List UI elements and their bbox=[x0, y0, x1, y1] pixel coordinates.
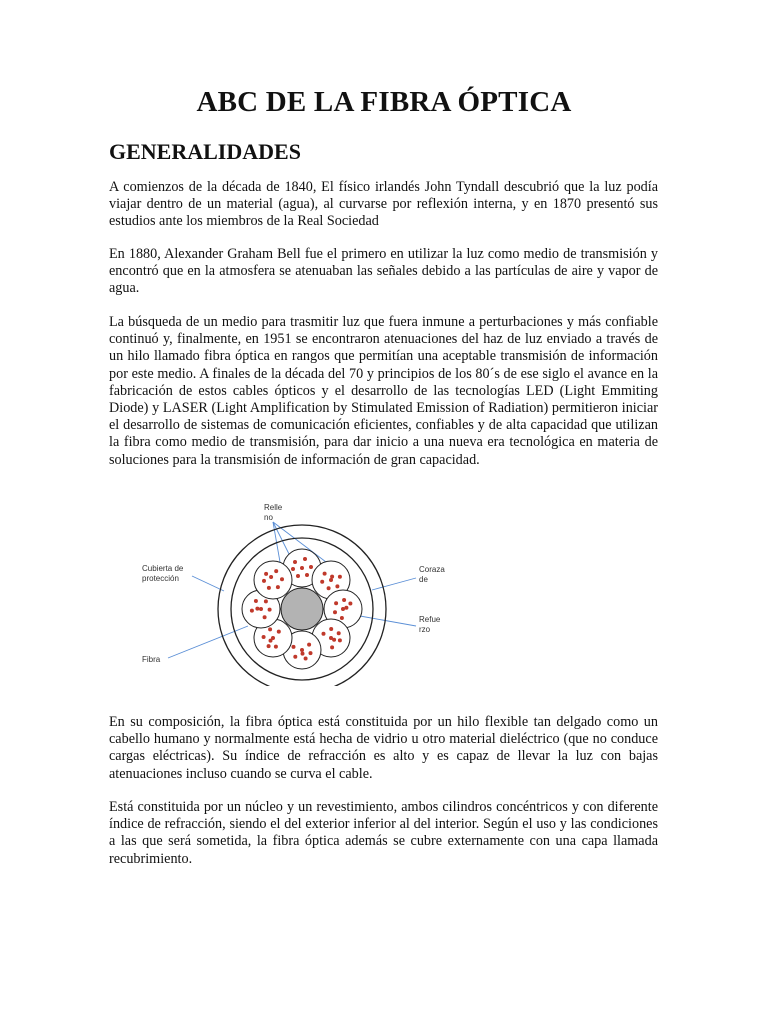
optical-fiber-dot bbox=[329, 627, 333, 631]
optical-fiber-dot bbox=[276, 585, 280, 589]
optical-fiber-dot bbox=[340, 616, 344, 620]
optical-fiber-dot bbox=[296, 574, 300, 578]
optical-fiber-dot bbox=[274, 645, 278, 649]
fiber-tube bbox=[254, 561, 292, 599]
optical-fiber-dot bbox=[269, 639, 273, 643]
optical-fiber-dot bbox=[320, 580, 324, 584]
paragraph-history: La búsqueda de un medio para trasmitir luz que fuera inmune a perturbaciones y más confiable continuó y, finalmente, en 1951 se encontraron atenuaciones del haz de luz enviado a través de un hilo llamado fibra óptica en rangos que permitían una aceptable transmisión de información por este medio. A finales de la década del 70 y principios de los 80´s de ese siglo el avance en la fabricación de estos cables ópticos y el desarrollo de las tecnologías LED (Light Emmiting Diode) y LASER (Light Amplification by Stimulated Emission of Radiation) permitieron iniciar el desarrollo de sistemas de comunicación eficientes, confiables y de alta capacidad que utilizan la fibra como medio de transmisión, para dar inicio a una nueva era tecnológica en materia de soluciones para la transmisión de información de gran capacidad. bbox=[109, 314, 658, 468]
optical-fiber-dot bbox=[330, 575, 334, 579]
optical-fiber-dot bbox=[264, 599, 268, 603]
optical-fiber-dot bbox=[341, 607, 345, 611]
label-coraza-line1: Coraza bbox=[419, 565, 445, 574]
paragraph-structure: Está constituida por un núcleo y un revestimiento, ambos cilindros concéntricos y con diferente índice de refracción, siendo el del exterior inferior al del interior. Según el uso y las condiciones a las que será sometida, la fibra óptica además se cubre externamente con una capa llamada recubrimiento. bbox=[109, 799, 658, 867]
document-title: ABC DE LA FIBRA ÓPTICA bbox=[196, 86, 572, 118]
optical-fiber-dot bbox=[259, 607, 263, 611]
optical-fiber-dot bbox=[344, 606, 348, 610]
optical-fiber-dot bbox=[300, 566, 304, 570]
optical-fiber-dot bbox=[327, 586, 331, 590]
fiber-cable-cross-section-diagram bbox=[130, 496, 530, 686]
label-relleno: Relle bbox=[264, 503, 283, 512]
optical-fiber-dot bbox=[274, 569, 278, 573]
optical-fiber-dot bbox=[335, 584, 339, 588]
optical-fiber-dot bbox=[267, 586, 271, 590]
label-coraza-line2: de bbox=[419, 575, 428, 584]
leader-line bbox=[372, 578, 416, 590]
label-relleno-cut: no bbox=[264, 513, 273, 522]
optical-fiber-dot bbox=[330, 645, 334, 649]
optical-fiber-dot bbox=[262, 579, 266, 583]
optical-fiber-dot bbox=[337, 631, 341, 635]
paragraph-composition: En su composición, la fibra óptica está constituida por un hilo flexible tan delgado como un cabello humano y normalmente está hecha de vidrio u otro material dieléctrico (que no conduce cargas eléctricas). Su índice de refracción es alto y es capaz de llevar la luz con bajas atenuaciones incluso cuando se curva el cable. bbox=[109, 714, 658, 782]
optical-fiber-dot bbox=[332, 638, 336, 642]
optical-fiber-dot bbox=[262, 635, 266, 639]
optical-fiber-dot bbox=[293, 560, 297, 564]
section-heading: GENERALIDADES bbox=[109, 139, 301, 164]
optical-fiber-dot bbox=[333, 610, 337, 614]
optical-fiber-dot bbox=[277, 630, 281, 634]
optical-fiber-dot bbox=[323, 572, 327, 576]
optical-fiber-dot bbox=[268, 608, 272, 612]
paragraph-bell: En 1880, Alexander Graham Bell fue el primero en utilizar la luz como medio de transmisión y encontró que en la atmosfera se atenuaban las señales debido a las partículas de aire y vapor de agua. bbox=[109, 246, 658, 297]
optical-fiber-dot bbox=[338, 575, 342, 579]
optical-fiber-dot bbox=[334, 601, 338, 605]
optical-fiber-dot bbox=[342, 598, 346, 602]
optical-fiber-dot bbox=[264, 572, 268, 576]
optical-fiber-dot bbox=[291, 567, 295, 571]
optical-fiber-dot bbox=[305, 573, 309, 577]
label-cubierta-line2: protección bbox=[142, 574, 179, 583]
optical-fiber-dot bbox=[255, 607, 259, 611]
optical-fiber-dot bbox=[322, 632, 326, 636]
label-refuerzo: Refue bbox=[419, 615, 441, 624]
optical-fiber-dot bbox=[348, 602, 352, 606]
optical-fiber-dot bbox=[307, 643, 311, 647]
optical-fiber-dot bbox=[263, 615, 267, 619]
optical-fiber-dot bbox=[269, 575, 273, 579]
paragraph-tyndall: A comienzos de la década de 1840, El físico irlandés John Tyndall descubrió que la luz podía viajar dentro de un material (agua), al curvarse por reflexión interna, y en 1870 presentó sus estudios ante los miembros de la Real Sociedad bbox=[109, 179, 658, 230]
optical-fiber-dot bbox=[267, 644, 271, 648]
optical-fiber-dot bbox=[280, 577, 284, 581]
optical-fiber-dot bbox=[309, 565, 313, 569]
optical-fiber-dot bbox=[303, 557, 307, 561]
optical-fiber-dot bbox=[250, 609, 254, 613]
optical-fiber-dot bbox=[301, 652, 305, 656]
optical-fiber-dot bbox=[300, 648, 304, 652]
leader-line bbox=[168, 626, 248, 658]
central-strength-member bbox=[281, 588, 323, 630]
leader-line bbox=[360, 616, 416, 626]
optical-fiber-dot bbox=[254, 599, 258, 603]
optical-fiber-dot bbox=[293, 655, 297, 659]
label-fibra: Fibra bbox=[142, 655, 161, 664]
optical-fiber-dot bbox=[309, 651, 313, 655]
optical-fiber-dot bbox=[329, 578, 333, 582]
label-cubierta-line1: Cubierta de bbox=[142, 564, 184, 573]
label-refuerzo-cut: rzo bbox=[419, 625, 431, 634]
optical-fiber-dot bbox=[304, 657, 308, 661]
optical-fiber-dot bbox=[338, 638, 342, 642]
leader-line bbox=[192, 576, 224, 591]
optical-fiber-dot bbox=[268, 627, 272, 631]
optical-fiber-dot bbox=[292, 645, 296, 649]
